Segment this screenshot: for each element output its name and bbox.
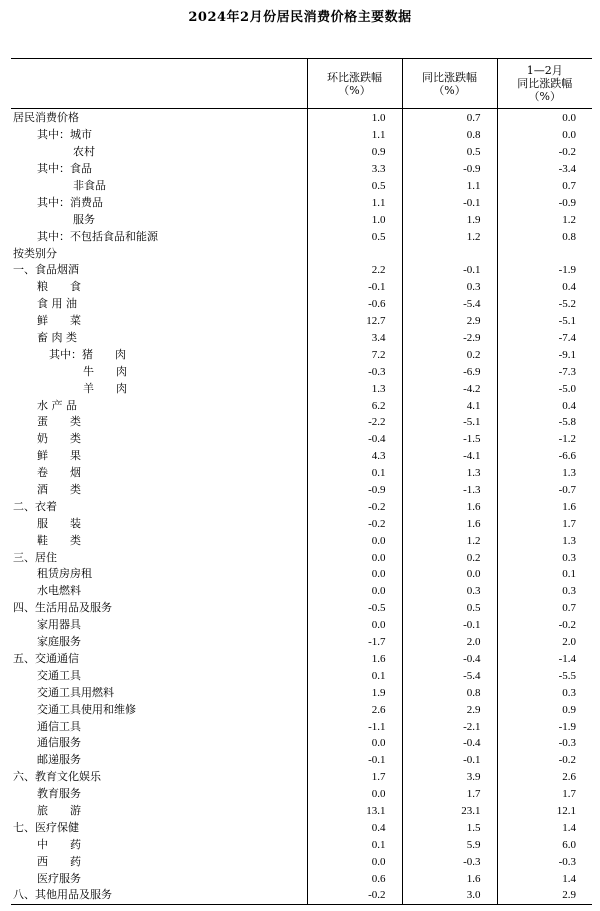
mom-value: 0.0	[307, 786, 402, 803]
yoy-value: 1.2	[402, 532, 497, 549]
header-yoy	[402, 59, 497, 109]
yoy-value: -6.9	[402, 363, 497, 380]
ytd-value: 0.4	[497, 279, 592, 296]
yoy-value: -5.4	[402, 667, 497, 684]
header-ytd-line3: （%）	[528, 90, 561, 103]
ytd-value: 1.7	[497, 786, 592, 803]
ytd-value: -0.2	[497, 617, 592, 634]
table-row	[11, 465, 592, 482]
row-label: 鲜 菜	[37, 314, 81, 328]
yoy-value: -0.1	[402, 617, 497, 634]
mom-value: 1.9	[307, 684, 402, 701]
ytd-value: 0.3	[497, 583, 592, 600]
ytd-value: -7.4	[497, 330, 592, 347]
mom-value: 12.7	[307, 313, 402, 330]
table-row	[11, 532, 592, 549]
yoy-value: 0.3	[402, 279, 497, 296]
yoy-value: -1.3	[402, 482, 497, 499]
yoy-value: 1.6	[402, 498, 497, 515]
mom-value: -0.1	[307, 752, 402, 769]
row-label: 畜 肉 类	[37, 331, 77, 345]
yoy-value: -4.1	[402, 448, 497, 465]
yoy-value: 0.8	[402, 127, 497, 144]
ytd-value: -5.8	[497, 414, 592, 431]
row-label: 其中：城市	[37, 128, 92, 142]
row-label: 鞋 类	[37, 533, 81, 547]
mom-value: -0.9	[307, 482, 402, 499]
ytd-value: -1.2	[497, 431, 592, 448]
header-mom-line2: （%）	[338, 83, 371, 97]
row-label: 水 产 品	[37, 398, 77, 412]
table-row	[11, 380, 592, 397]
table-row	[11, 194, 592, 211]
row-label: 卷 烟	[37, 466, 81, 480]
mom-value: 0.1	[307, 836, 402, 853]
row-label: 交通工具用燃料	[37, 685, 114, 699]
mom-value: 1.0	[307, 109, 402, 127]
mom-value: 1.1	[307, 194, 402, 211]
table-row	[11, 515, 592, 532]
yoy-value: -0.9	[402, 161, 497, 178]
ytd-value: -0.7	[497, 482, 592, 499]
row-label: 农村	[73, 145, 95, 159]
header-ytd-line1: 1—2月	[526, 64, 563, 77]
yoy-value: 1.7	[402, 786, 497, 803]
page-title: 2024年2月份居民消费价格主要数据	[188, 10, 412, 25]
header-yoy-line2: （%）	[433, 83, 466, 97]
yoy-value: 0.5	[402, 600, 497, 617]
yoy-value: -5.4	[402, 296, 497, 313]
yoy-value: 1.2	[402, 228, 497, 245]
table-row	[11, 228, 592, 245]
table-row	[11, 651, 592, 668]
table-row	[11, 397, 592, 414]
table-row	[11, 414, 592, 431]
table-row	[11, 803, 592, 820]
ytd-value: -1.4	[497, 651, 592, 668]
yoy-value: 0.2	[402, 549, 497, 566]
ytd-value: 2.0	[497, 634, 592, 651]
table-row	[11, 109, 592, 127]
mom-value: 3.4	[307, 330, 402, 347]
row-label: 租赁房房租	[37, 567, 92, 581]
table-header	[11, 59, 592, 109]
ytd-value: -0.3	[497, 853, 592, 870]
table-row	[11, 431, 592, 448]
mom-value: -0.4	[307, 431, 402, 448]
table-row	[11, 853, 592, 870]
row-label: 通信工具	[37, 719, 81, 733]
yoy-value: -2.1	[402, 718, 497, 735]
mom-value: -0.2	[307, 498, 402, 515]
table-row	[11, 448, 592, 465]
row-label: 教育服务	[37, 787, 81, 801]
mom-value: 1.0	[307, 211, 402, 228]
yoy-value: 3.9	[402, 769, 497, 786]
row-label: 西 药	[37, 854, 81, 868]
yoy-value: 23.1	[402, 803, 497, 820]
row-label: 三、居住	[13, 550, 57, 564]
mom-value: 0.4	[307, 819, 402, 836]
ytd-value: -5.1	[497, 313, 592, 330]
yoy-value	[402, 245, 497, 262]
mom-value: -0.5	[307, 600, 402, 617]
table-row	[11, 330, 592, 347]
yoy-value: -0.1	[402, 194, 497, 211]
yoy-value: -0.4	[402, 651, 497, 668]
ytd-value: 1.3	[497, 532, 592, 549]
table-row	[11, 583, 592, 600]
mom-value: -1.1	[307, 718, 402, 735]
ytd-value: -0.2	[497, 752, 592, 769]
ytd-value: -5.5	[497, 667, 592, 684]
ytd-value: -0.9	[497, 194, 592, 211]
row-label: 其中：消费品	[37, 195, 103, 209]
ytd-value	[497, 245, 592, 262]
row-label: 服务	[73, 212, 95, 226]
cpi-data-table	[11, 58, 592, 905]
mom-value: -0.3	[307, 363, 402, 380]
mom-value: 6.2	[307, 397, 402, 414]
table-row	[11, 667, 592, 684]
ytd-value: 1.4	[497, 819, 592, 836]
mom-value: 0.0	[307, 532, 402, 549]
header-ytd	[497, 59, 592, 109]
row-label: 其中：猪 肉	[49, 347, 126, 361]
ytd-value: -0.3	[497, 735, 592, 752]
header-mom	[307, 59, 402, 109]
ytd-value: -7.3	[497, 363, 592, 380]
mom-value: 0.6	[307, 870, 402, 887]
ytd-value: 6.0	[497, 836, 592, 853]
yoy-value: -0.4	[402, 735, 497, 752]
table-row	[11, 363, 592, 380]
table-row	[11, 211, 592, 228]
table-row	[11, 296, 592, 313]
yoy-value: 4.1	[402, 397, 497, 414]
row-label: 交通工具使用和维修	[37, 702, 136, 716]
yoy-value: 5.9	[402, 836, 497, 853]
row-label: 其中：不包括食品和能源	[37, 229, 158, 243]
mom-value: 2.2	[307, 262, 402, 279]
table-row	[11, 617, 592, 634]
mom-value: 0.1	[307, 667, 402, 684]
mom-value: 0.0	[307, 566, 402, 583]
table-row	[11, 313, 592, 330]
row-label: 二、衣着	[13, 499, 57, 513]
yoy-value: -4.2	[402, 380, 497, 397]
yoy-value: 2.0	[402, 634, 497, 651]
mom-value: 2.6	[307, 701, 402, 718]
mom-value: -0.2	[307, 515, 402, 532]
mom-value: 0.5	[307, 228, 402, 245]
row-label: 交通工具	[37, 668, 81, 682]
mom-value: 0.0	[307, 583, 402, 600]
yoy-value: 0.3	[402, 583, 497, 600]
mom-value: 7.2	[307, 346, 402, 363]
row-label: 蛋 类	[37, 415, 81, 429]
table-row	[11, 718, 592, 735]
ytd-value: 12.1	[497, 803, 592, 820]
table-row	[11, 600, 592, 617]
row-label: 羊 肉	[83, 381, 127, 395]
ytd-value: 1.3	[497, 465, 592, 482]
table-row	[11, 887, 592, 904]
row-label: 四、生活用品及服务	[13, 601, 112, 615]
yoy-value: 2.9	[402, 701, 497, 718]
ytd-value: -3.4	[497, 161, 592, 178]
table-row	[11, 870, 592, 887]
table-row	[11, 279, 592, 296]
table-row	[11, 819, 592, 836]
mom-value: 13.1	[307, 803, 402, 820]
row-label: 食 用 油	[37, 297, 77, 311]
row-label: 家用器具	[37, 618, 81, 632]
ytd-value: 0.8	[497, 228, 592, 245]
row-label: 服 装	[37, 516, 81, 530]
table-row	[11, 752, 592, 769]
yoy-value: 1.6	[402, 515, 497, 532]
mom-value: 0.0	[307, 549, 402, 566]
table-row	[11, 769, 592, 786]
table-row	[11, 549, 592, 566]
row-label: 奶 类	[37, 432, 81, 446]
yoy-value: 2.9	[402, 313, 497, 330]
header-mom-line1: 环比涨跌幅	[327, 70, 382, 84]
ytd-value: -1.9	[497, 718, 592, 735]
table-row	[11, 684, 592, 701]
table-row	[11, 701, 592, 718]
header-item-column	[11, 59, 307, 109]
ytd-value: -9.1	[497, 346, 592, 363]
row-label: 按类别分	[13, 246, 57, 260]
header-ytd-line2: 同比涨跌幅	[517, 77, 573, 90]
yoy-value: 1.5	[402, 819, 497, 836]
table-row	[11, 144, 592, 161]
row-label: 五、交通通信	[13, 651, 79, 665]
row-label: 其中：食品	[37, 162, 92, 176]
ytd-value: 1.7	[497, 515, 592, 532]
table-row	[11, 161, 592, 178]
ytd-value: -5.0	[497, 380, 592, 397]
yoy-value: -0.3	[402, 853, 497, 870]
yoy-value: 0.8	[402, 684, 497, 701]
row-label: 粮 食	[37, 280, 81, 294]
mom-value	[307, 245, 402, 262]
table-row	[11, 178, 592, 195]
ytd-value: 0.3	[497, 549, 592, 566]
yoy-value: 3.0	[402, 887, 497, 904]
mom-value: 4.3	[307, 448, 402, 465]
table-body	[11, 109, 592, 905]
mom-value: -0.1	[307, 279, 402, 296]
row-label: 牛 肉	[83, 364, 127, 378]
mom-value: 3.3	[307, 161, 402, 178]
ytd-value: 1.4	[497, 870, 592, 887]
yoy-value: -5.1	[402, 414, 497, 431]
ytd-value: -1.9	[497, 262, 592, 279]
row-label: 水电燃料	[37, 584, 81, 598]
row-label: 医疗服务	[37, 871, 81, 885]
yoy-value: 0.5	[402, 144, 497, 161]
mom-value: 0.9	[307, 144, 402, 161]
mom-value: 0.1	[307, 465, 402, 482]
yoy-value: 0.0	[402, 566, 497, 583]
ytd-value: -0.2	[497, 144, 592, 161]
table-row	[11, 482, 592, 499]
yoy-value: 1.1	[402, 178, 497, 195]
mom-value: 1.7	[307, 769, 402, 786]
row-label: 中 药	[37, 837, 81, 851]
row-label: 六、教育文化娱乐	[13, 770, 101, 784]
mom-value: 0.0	[307, 617, 402, 634]
header-yoy-line1: 同比涨跌幅	[422, 70, 477, 84]
table-row	[11, 735, 592, 752]
row-label: 旅 游	[37, 803, 81, 817]
row-label: 七、医疗保健	[13, 820, 79, 834]
table-row	[11, 566, 592, 583]
mom-value: 1.6	[307, 651, 402, 668]
ytd-value: 0.4	[497, 397, 592, 414]
table-row	[11, 346, 592, 363]
table-row	[11, 634, 592, 651]
ytd-value: 0.7	[497, 600, 592, 617]
yoy-value: 0.2	[402, 346, 497, 363]
ytd-value: 1.2	[497, 211, 592, 228]
row-label: 鲜 果	[37, 449, 81, 463]
ytd-value: 2.6	[497, 769, 592, 786]
mom-value: -0.6	[307, 296, 402, 313]
yoy-value: -1.5	[402, 431, 497, 448]
ytd-value: 0.7	[497, 178, 592, 195]
row-label: 家庭服务	[37, 635, 81, 649]
ytd-value: -6.6	[497, 448, 592, 465]
yoy-value: 1.9	[402, 211, 497, 228]
row-label: 一、食品烟酒	[13, 263, 79, 277]
ytd-value: 0.0	[497, 127, 592, 144]
mom-value: 0.5	[307, 178, 402, 195]
mom-value: -2.2	[307, 414, 402, 431]
row-label: 邮递服务	[37, 753, 81, 767]
ytd-value: 1.6	[497, 498, 592, 515]
yoy-value: 1.3	[402, 465, 497, 482]
row-label: 通信服务	[37, 736, 81, 750]
table-row	[11, 498, 592, 515]
table-row	[11, 245, 592, 262]
ytd-value: 0.9	[497, 701, 592, 718]
yoy-value: -0.1	[402, 262, 497, 279]
ytd-value: 0.3	[497, 684, 592, 701]
yoy-value: 0.7	[402, 109, 497, 127]
table-row	[11, 786, 592, 803]
ytd-value: -5.2	[497, 296, 592, 313]
ytd-value: 2.9	[497, 887, 592, 904]
ytd-value: 0.0	[497, 109, 592, 127]
mom-value: 0.0	[307, 853, 402, 870]
mom-value: 1.3	[307, 380, 402, 397]
row-label: 非食品	[73, 179, 106, 192]
table-row	[11, 127, 592, 144]
mom-value: 0.0	[307, 735, 402, 752]
yoy-value: -2.9	[402, 330, 497, 347]
yoy-value: -0.1	[402, 752, 497, 769]
mom-value: -0.2	[307, 887, 402, 904]
table-row	[11, 836, 592, 853]
row-label: 八、其他用品及服务	[11, 887, 307, 904]
mom-value: 1.1	[307, 127, 402, 144]
row-label: 酒 类	[37, 483, 81, 497]
table-row	[11, 262, 592, 279]
mom-value: -1.7	[307, 634, 402, 651]
yoy-value: 1.6	[402, 870, 497, 887]
ytd-value: 0.1	[497, 566, 592, 583]
row-label: 居民消费价格	[13, 111, 79, 125]
